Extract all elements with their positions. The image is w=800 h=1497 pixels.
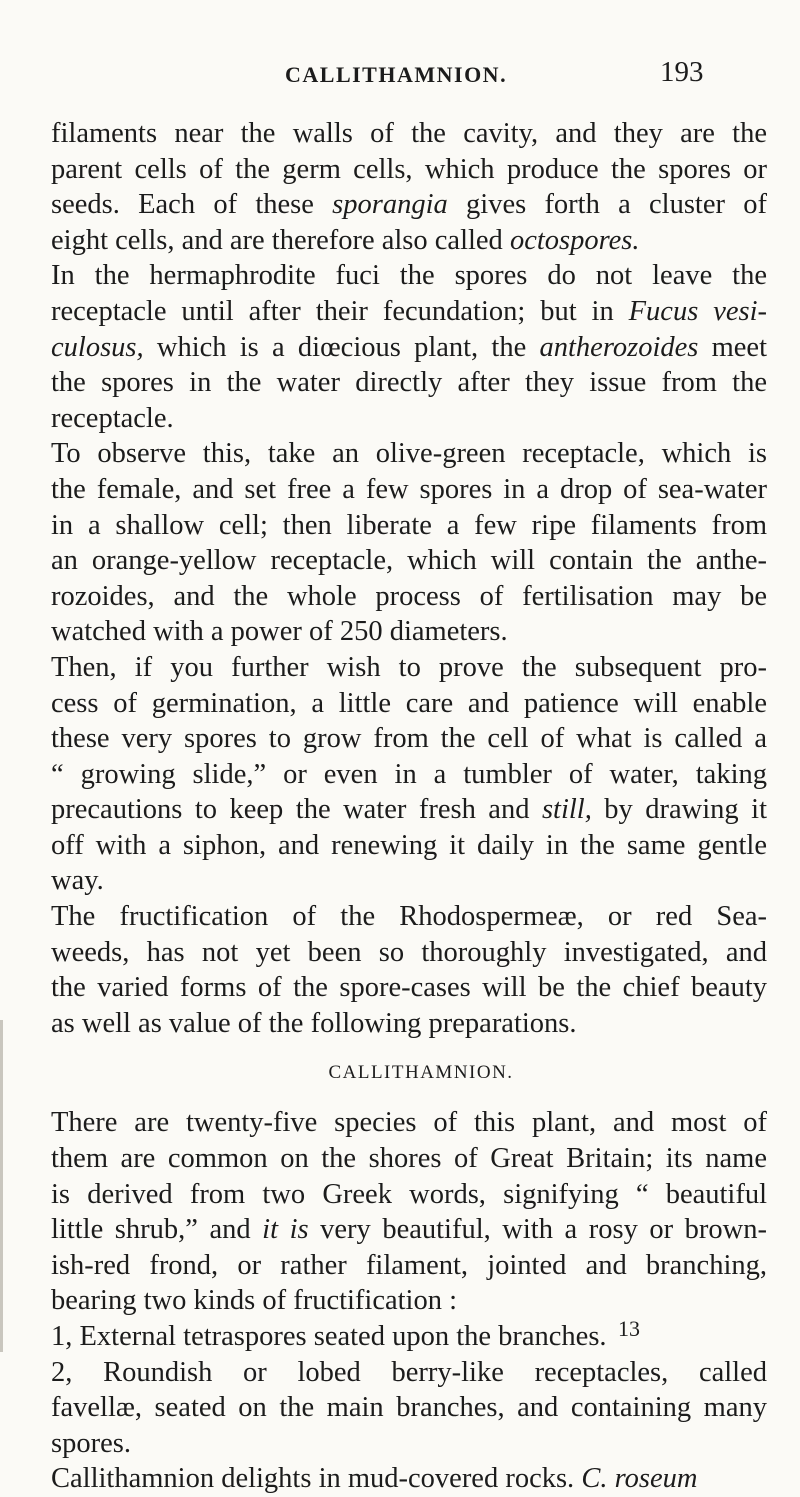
text-run: ish-red frond, or rather filament, jointed and branching, <box>51 1249 767 1281</box>
text-line <box>51 1006 767 1042</box>
text-line <box>51 614 767 650</box>
text-run: the female, and set free a few spores in a drop of sea-water <box>51 473 767 505</box>
italic-text: Fucus vesi- <box>628 295 768 327</box>
text-run: is derived from two Greek words, signifying “ beautiful <box>51 1178 767 1210</box>
text-line <box>51 828 767 864</box>
italic-text: antherozoides <box>539 331 699 363</box>
italic-text: it is <box>262 1214 309 1246</box>
text-line <box>51 472 767 508</box>
italic-text: still, <box>541 794 592 826</box>
paragraph <box>51 258 767 436</box>
text-line <box>51 1105 767 1141</box>
text-line <box>51 757 767 793</box>
text-run: these very spores to grow from the cell of what is called a <box>51 723 767 755</box>
text-line <box>51 792 767 828</box>
text-run: rozoides, and the whole process of fertilisation may be <box>51 580 767 612</box>
text-run: weeds, has not yet been so thoroughly investigated, and <box>51 936 767 968</box>
text-line <box>51 223 767 259</box>
running-head <box>0 56 800 96</box>
text-line <box>51 970 767 1006</box>
text-run: as well as value of the following preparations. <box>51 1007 577 1039</box>
italic-text: sporangia <box>332 189 448 221</box>
text-line <box>51 1426 767 1462</box>
paragraph <box>51 1461 767 1497</box>
body-text <box>51 116 767 1497</box>
text-run: in a shallow cell; then liberate a few ripe filaments from <box>51 509 767 541</box>
text-run: gives forth a cluster of <box>447 189 767 221</box>
text-line <box>51 508 767 544</box>
text-line <box>51 1355 767 1391</box>
paragraph <box>51 1105 767 1319</box>
italic-text: octospores. <box>509 224 640 256</box>
text-line <box>51 1319 767 1355</box>
text-line <box>51 1248 767 1284</box>
text-line <box>51 258 767 294</box>
text-run: meet <box>698 331 767 363</box>
text-run: them are common on the shores of Great Britain; its name <box>51 1143 767 1175</box>
text-run: 2, Roundish or lobed berry-like receptacles, called <box>51 1356 767 1388</box>
paragraph <box>51 1355 767 1462</box>
text-run: little shrub,” and <box>51 1214 263 1246</box>
text-run: way. <box>51 865 104 897</box>
paragraph <box>51 899 767 1041</box>
text-line <box>51 579 767 615</box>
text-line <box>51 1141 767 1177</box>
paragraph <box>51 116 767 258</box>
text-line <box>51 330 767 366</box>
text-run: watched with a power of 250 diameters. <box>51 616 508 648</box>
text-run: bearing two kinds of fructification : <box>51 1285 458 1317</box>
text-line <box>51 436 767 472</box>
text-run: which is a diœcious plant, the <box>143 331 540 363</box>
text-run: receptacle. <box>51 402 174 434</box>
page-edge-shadow <box>0 1020 3 1352</box>
text-run: There are twenty-five species of this plant, and most of <box>51 1107 767 1139</box>
text-line <box>51 1390 767 1426</box>
running-title: CALLITHAMNION. <box>285 62 508 87</box>
text-line <box>51 1177 767 1213</box>
text-run: receptacle until after their fecundation; but in <box>51 295 629 327</box>
paragraph <box>51 650 767 899</box>
text-line <box>51 152 767 188</box>
text-run: In the hermaphrodite fuci the spores do not leave the <box>51 260 767 292</box>
text-line <box>51 863 767 899</box>
text-run: the varied forms of the spore-cases will be the chief beauty <box>51 972 767 1004</box>
text-run: Callithamnion delights in mud-covered rocks. <box>51 1463 582 1495</box>
text-run: by drawing it <box>591 794 767 826</box>
text-run: The fructification of the Rhodospermeæ, or red Sea- <box>51 901 767 933</box>
text-run: filaments near the walls of the cavity, and they are the <box>51 118 767 149</box>
text-line <box>51 1283 767 1319</box>
text-run: seeds. Each of these <box>51 189 333 221</box>
section-heading: CALLITHAMNION. <box>328 1062 514 1084</box>
italic-text: C. roseum <box>581 1463 698 1495</box>
text-line <box>51 401 767 437</box>
text-run: Then, if you further wish to prove the subsequent pro- <box>51 651 767 683</box>
text-run: “ growing slide,” or even in a tumbler of water, taking <box>51 758 767 790</box>
text-run: eight cells, and are therefore also called <box>51 224 510 256</box>
page-number: 193 <box>660 56 704 88</box>
text-line <box>51 1461 767 1497</box>
text-line <box>51 187 767 223</box>
text-line <box>51 686 767 722</box>
text-line <box>51 650 767 686</box>
text-run: an orange-yellow receptacle, which will contain the anthe- <box>51 545 767 577</box>
text-run: off with a siphon, and renewing it daily in the same gentle <box>51 829 767 861</box>
text-run: 1, External tetraspores seated upon the branches. <box>51 1321 607 1352</box>
text-line <box>51 1212 767 1248</box>
text-run: favellæ, seated on the main branches, and containing many <box>51 1392 767 1424</box>
text-line <box>51 543 767 579</box>
signature-mark: 13 <box>618 1316 640 1341</box>
text-run: very beautiful, with a rosy or brown- <box>308 1214 767 1246</box>
text-line <box>51 116 767 152</box>
paragraph <box>51 1319 767 1355</box>
text-line <box>51 294 767 330</box>
text-line <box>51 899 767 935</box>
text-run: the spores in the water directly after they issue from the <box>51 367 767 399</box>
italic-text: culosus, <box>51 331 144 363</box>
text-line <box>51 721 767 757</box>
text-run: parent cells of the germ cells, which produce the spores or <box>51 153 767 185</box>
paragraph <box>51 436 767 650</box>
text-run: precautions to keep the water fresh and <box>51 794 542 826</box>
text-run: To observe this, take an olive-green receptacle, which is <box>51 438 767 470</box>
text-run: spores. <box>51 1427 131 1459</box>
text-line <box>51 365 767 401</box>
text-line <box>51 935 767 971</box>
text-run: cess of germination, a little care and patience will enable <box>51 687 767 719</box>
